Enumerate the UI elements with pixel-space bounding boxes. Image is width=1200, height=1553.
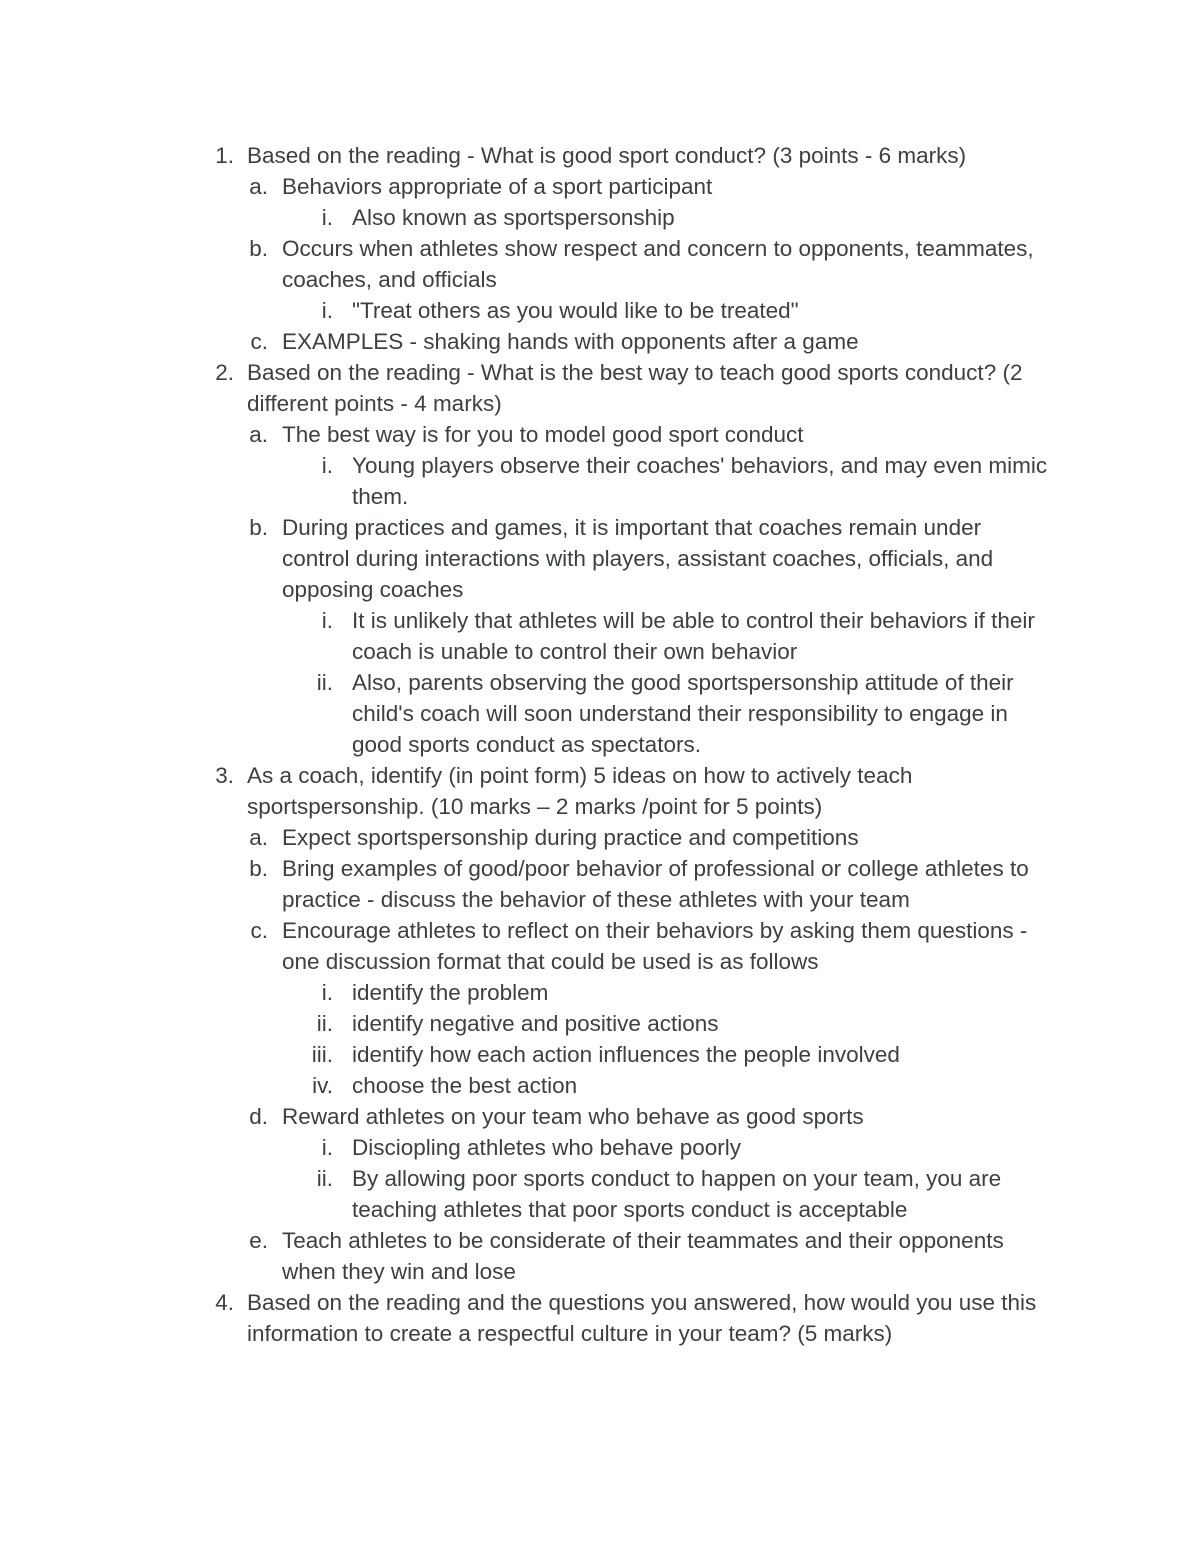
list-item-level-3 — [0, 667, 1200, 760]
list-item-text: choose the best action — [352, 1073, 578, 1098]
list-item-text: Bring examples of good/poor behavior of professional or college athletes to practice - discuss the behavior of these athletes with your team — [282, 856, 1029, 912]
list-marker: i. — [321, 608, 333, 633]
list-item-text: Young players observe their coaches' behaviors, and may even mimic them. — [352, 453, 1048, 509]
list-item-text: The best way is for you to model good sport conduct — [282, 422, 804, 447]
list-marker: c. — [250, 329, 268, 354]
list-item-level-1 — [0, 357, 1200, 419]
list-marker: d. — [249, 1104, 268, 1129]
list-item-text: Based on the reading and the questions you answered, how would you use this information to create a respectful culture in your team? (5 marks) — [247, 1290, 1037, 1346]
list-marker: i. — [321, 1135, 333, 1160]
list-marker: a. — [249, 422, 268, 447]
list-marker: ii. — [316, 1166, 333, 1191]
list-marker: a. — [249, 174, 268, 199]
list-item-level-1 — [0, 1287, 1200, 1349]
list-item-text: By allowing poor sports conduct to happen on your team, you are teaching athletes that poor sports conduct is acceptable — [352, 1166, 1002, 1222]
list-item-level-3 — [0, 1070, 1200, 1101]
list-marker: ii. — [316, 1011, 333, 1036]
list-item-text: EXAMPLES - shaking hands with opponents after a game — [282, 329, 859, 354]
list-item-text: Behaviors appropriate of a sport participant — [282, 174, 713, 199]
list-item-level-2 — [0, 915, 1200, 977]
list-item-text: During practices and games, it is important that coaches remain under control during interactions with players, assistant coaches, officials, and opposing coaches — [282, 515, 994, 602]
list-marker: b. — [249, 515, 268, 540]
list-item-level-3 — [0, 1163, 1200, 1225]
list-item-level-2 — [0, 853, 1200, 915]
list-item-level-3 — [0, 977, 1200, 1008]
list-item-text: Encourage athletes to reflect on their behaviors by asking them questions - one discussion format that could be used is as follows — [282, 918, 1028, 974]
list-marker: 2. — [215, 360, 234, 385]
list-item-level-1 — [0, 760, 1200, 822]
list-item-level-3 — [0, 450, 1200, 512]
list-item-text: Based on the reading - What is good sport conduct? (3 points - 6 marks) — [247, 143, 967, 168]
list-marker: e. — [249, 1228, 268, 1253]
outline-list — [0, 140, 1200, 1349]
list-item-level-2 — [0, 171, 1200, 202]
list-marker: b. — [249, 856, 268, 881]
list-marker: ii. — [316, 670, 333, 695]
list-item-text: Occurs when athletes show respect and concern to opponents, teammates, coaches, and officials — [282, 236, 1034, 292]
list-item-text: identify the problem — [352, 980, 549, 1005]
list-item-text: Expect sportspersonship during practice and competitions — [282, 825, 859, 850]
list-item-level-2 — [0, 1101, 1200, 1132]
list-item-text: Teach athletes to be considerate of their teammates and their opponents when they win and lose — [282, 1228, 1004, 1284]
list-item-text: identify how each action influences the people involved — [352, 1042, 900, 1067]
list-marker: iii. — [311, 1042, 333, 1067]
list-item-text: Based on the reading - What is the best way to teach good sports conduct? (2 different points - 4 marks) — [247, 360, 1023, 416]
list-item-text: As a coach, identify (in point form) 5 ideas on how to actively teach sportspersonship. (10 marks – 2 marks /point for 5 points) — [247, 763, 913, 819]
list-item-level-2 — [0, 822, 1200, 853]
list-marker: a. — [249, 825, 268, 850]
list-marker: i. — [321, 205, 333, 230]
list-item-level-3 — [0, 202, 1200, 233]
list-item-level-1 — [0, 140, 1200, 171]
list-item-level-3 — [0, 1039, 1200, 1070]
list-item-text: identify negative and positive actions — [352, 1011, 719, 1036]
list-item-text: Also, parents observing the good sportspersonship attitude of their child's coach will soon understand their responsibility to engage in good sports conduct as spectators. — [352, 670, 1014, 757]
list-marker: i. — [321, 980, 333, 1005]
list-item-level-2 — [0, 326, 1200, 357]
list-marker: 3. — [215, 763, 234, 788]
list-marker: 1. — [215, 143, 234, 168]
list-marker: i. — [321, 298, 333, 323]
list-item-level-3 — [0, 605, 1200, 667]
list-item-level-2 — [0, 233, 1200, 295]
list-item-text: Reward athletes on your team who behave as good sports — [282, 1104, 864, 1129]
list-item-text: "Treat others as you would like to be treated" — [352, 298, 799, 323]
list-marker: 4. — [215, 1290, 234, 1315]
list-marker: b. — [249, 236, 268, 261]
list-item-text: Disciopling athletes who behave poorly — [352, 1135, 741, 1160]
list-item-level-3 — [0, 295, 1200, 326]
list-marker: i. — [321, 453, 333, 478]
list-item-level-2 — [0, 419, 1200, 450]
list-item-level-2 — [0, 512, 1200, 605]
list-item-level-3 — [0, 1008, 1200, 1039]
list-item-text: It is unlikely that athletes will be able to control their behaviors if their coach is unable to control their own behavior — [352, 608, 1035, 664]
list-marker: c. — [250, 918, 268, 943]
list-item-text: Also known as sportspersonship — [352, 205, 675, 230]
list-marker: iv. — [312, 1073, 333, 1098]
list-item-level-2 — [0, 1225, 1200, 1287]
list-item-level-3 — [0, 1132, 1200, 1163]
